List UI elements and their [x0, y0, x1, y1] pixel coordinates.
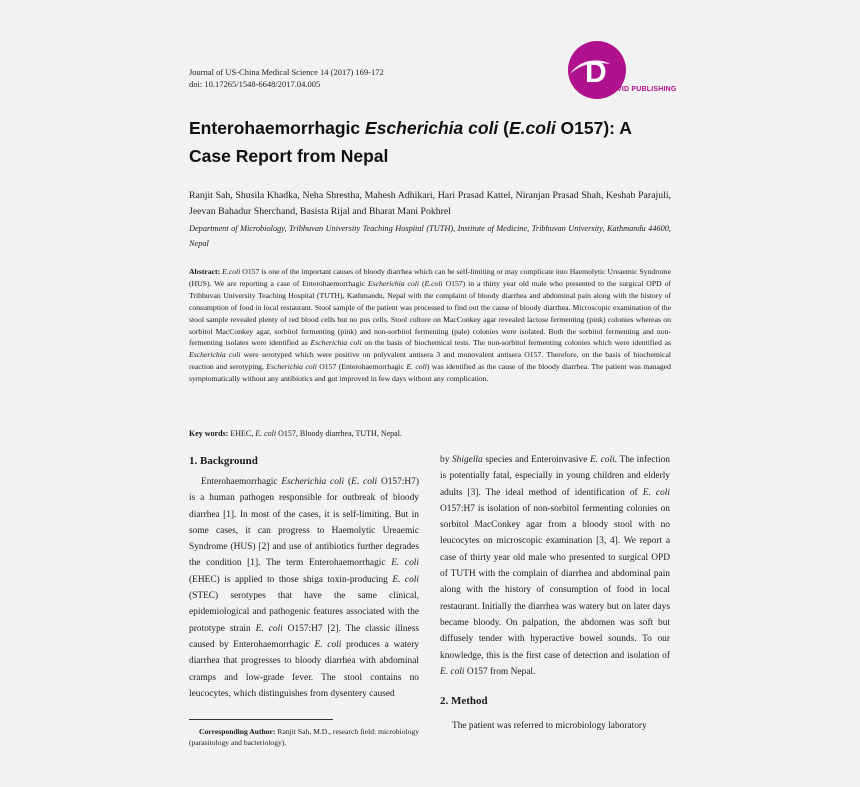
body-italic: E. coli [314, 639, 342, 650]
journal-doi: doi: 10.17265/1548-6648/2017.04.005 [189, 79, 321, 89]
title-italic: E.coli [509, 118, 556, 138]
body-italic: E. coli [440, 666, 465, 677]
title-line2: Case Report from Nepal [189, 146, 389, 166]
footnote-divider [189, 719, 333, 720]
abstract-italic: E.coli [424, 278, 443, 288]
right-column [440, 452, 670, 680]
body-text: (STEC) serotypes that have the same clinical, epidemiological and pathogenic features associated with the prototype strain [189, 591, 419, 634]
abstract-text: ( [419, 278, 425, 288]
background-paragraph [189, 474, 419, 702]
abstract-text: O157 (Enterohaemorrhagic [316, 362, 407, 372]
abstract-text: ) was identified as the cause of the bloody diarrhea. The patient was managed symptomatically without any antibiotics and got improved in few days without any complication. [189, 362, 671, 384]
keywords-text: EHEC, [228, 429, 256, 438]
body-italic: E. coli [351, 477, 378, 487]
keywords-italic: E. coli [255, 429, 277, 438]
abstract-italic: E. coli [406, 362, 427, 372]
body-italic: E. coli [391, 558, 419, 569]
abstract-italic: Escherichia coli [189, 350, 241, 360]
body-italic: E. coli [642, 487, 670, 498]
keywords-label: Key words: [189, 429, 229, 438]
abstract-italic: Escherichia coli [310, 338, 362, 348]
body-italic: Escherichia coli [281, 477, 345, 487]
body-text: produces a watery diarrhea that progresses to bloody diarrhea with abdominal cramps and low-grade fever. The stool contains no leucocytes, which distinguishes from dysentery caused [189, 639, 420, 699]
affiliation: Department of Microbiology, Tribhuvan University Teaching Hospital (TUTH), Institute of Medicine, Tribhuvan University, Kathmandu 44600, Nepal [189, 224, 671, 248]
keywords [189, 428, 671, 439]
body-text: by [440, 455, 452, 465]
journal-info [189, 66, 384, 90]
body-text: O157:H7 is isolation of non-sorbitol fermenting colonies on sorbitol MacConkey agar from a bloody stool with no leucocytes on microscopic examination [3, 4]. We report a case of thirty year old male who presented to surgical OPD of TUTH with the complain of diarrhea and abdominal pain along with the history of consumption of food in local restaurant. Initially the diarrhea was watery but on later days became bloody. On palpation, the abdomen was soft but diffusely tender with hyperactive bowel sounds. To our knowledge, this is the first case of detection and isolation of [440, 503, 670, 661]
body-italic: E. coli [392, 574, 419, 585]
abstract-text: O157 is one of the important causes of bloody diarrhea which can be self-limiting or may complicate into Haemolytic Ureaemic Syndrome (HUS). We are reporting a case of Enterohaemorrhagic [189, 267, 672, 288]
body-italic: E. coli. [589, 455, 618, 465]
abstract [189, 266, 671, 385]
body-text: O157:H7) is a human pathogen responsible for outbreak of bloody diarrhea [1]. In most of the cases, it is self-limiting. But in some cases, it can progress to Haemolytic Ureaemic Syndrome (HUS) [2] and use of antibiotics further degrades the condition [1]. The term Enterohaemorrhagic [189, 477, 419, 569]
title-italic: Escherichia coli [365, 118, 499, 138]
footnote-label: Corresponding Author: [199, 727, 276, 736]
title-part: O157): A [555, 118, 632, 138]
abstract-italic: Escherichia coli [266, 362, 317, 372]
footnote-text: Ranjit Sah, M.D., research field: microbiology (parasitology and bacteriology). [189, 727, 419, 747]
title-part: Enterohaemorrhagic [189, 118, 366, 138]
abstract-label: Abstract: [189, 267, 221, 276]
body-text: O157:H7 [2]. The classic illness caused by Enterohaemorrhagic [189, 623, 419, 650]
body-text: O157 from Nepal. [464, 666, 536, 677]
abstract-italic: Escherichia coli [367, 278, 420, 288]
section-heading-method: 2. Method [440, 695, 488, 707]
left-column [189, 452, 419, 702]
method-paragraph: The patient was referred to microbiology laboratory [452, 721, 647, 731]
body-text: ( [344, 477, 352, 487]
background-paragraph-continued [440, 452, 670, 680]
body-text: The infection is potentially fatal, especially in young children and elderly adults [3]. The ideal method of identification of [440, 455, 670, 498]
abstract-text: on the basis of biochemical tests. The non-sorbitol fermenting colonies which were identified as [361, 338, 672, 348]
footnote [189, 726, 419, 748]
logo-text: DAVID PUBLISHING [607, 86, 677, 93]
abstract-text: were serotyped which were positive on polyvalent antisera 3 and monovalent antisera O157. Therefore, on the basis of biochemical reaction and serotyping, [189, 350, 671, 372]
paper-title [189, 114, 679, 170]
body-italic: E. coli [255, 623, 283, 634]
body-text: species and Enteroinvasive [482, 455, 590, 465]
journal-citation: Journal of US-China Medical Science 14 (2017) 169-172 [189, 67, 384, 77]
abstract-italic: E.coli [222, 267, 241, 276]
authors: Ranjit Sah, Shusila Khadka, Neha Shrestha, Mahesh Adhikari, Hari Prasad Kattel, Niranjan Prasad Shah, Keshab Parajuli, Jeevan Bahadur Sherchand, Basista Rijal and Bharat Mani Pokhrel [189, 190, 671, 217]
body-italic: Shigella [451, 455, 483, 465]
body-text: Enterohaemorrhagic [201, 477, 282, 487]
section-heading-background: 1. Background [189, 455, 258, 467]
title-part: ( [498, 118, 509, 138]
logo-letter: D [585, 56, 607, 89]
body-text: (EHEC) is applied to those shiga toxin-producing [189, 574, 393, 585]
keywords-text: O157, Bloody diarrhea, TUTH, Nepal. [276, 429, 402, 438]
abstract-text: O157) in a thirty year old male who presented to the surgical OPD of Tribhuvan University Teaching Hospital (TUTH), Kathmandu, Nepal with the complaint of bloody diarrhea and abdominal pain along with the history of consumption of food in local restaurant. Stool sample of the patient was processed to find out the cause of bloody diarrhea. Microscopic examination of the stool sample revealed plenty of red blood cells but no pus cells. Stool culture on MacConkey agar revealed lactose fermenting (pink) colonies whereas on sorbitol MacConkey agar, sorbitol fermenting (pink) and non-sorbitol fermenting (pale) colonies were isolated. Both the sorbitol fermenting and non-fermenting isolates were identified as [189, 278, 671, 348]
